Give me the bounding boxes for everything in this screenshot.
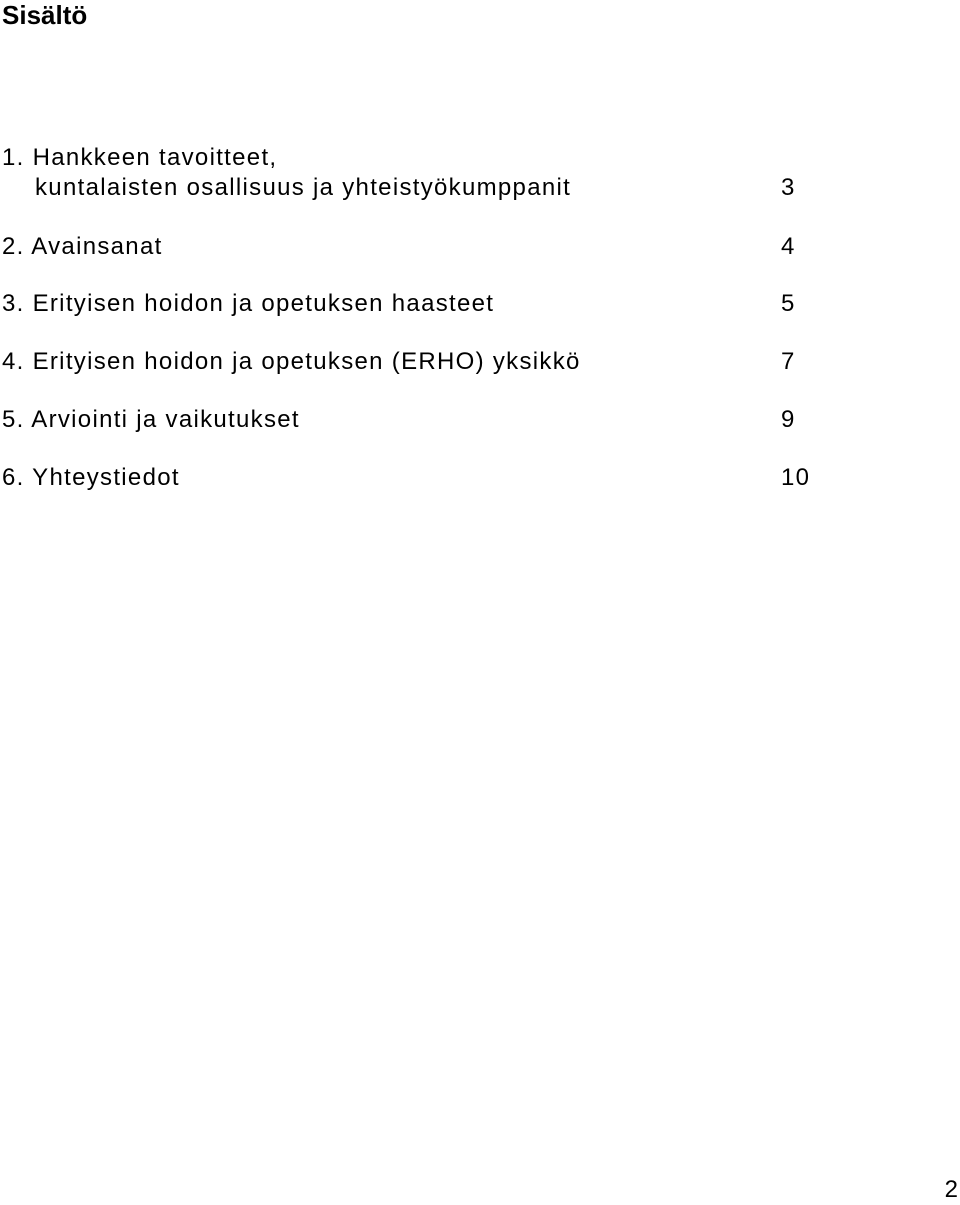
toc-entry-6: [0, 463, 960, 493]
page-title: Sisältö: [2, 0, 88, 30]
toc-entry-text: 3. Erityisen hoidon ja opetuksen haasteet: [2, 290, 495, 317]
toc-entry-page: 3: [781, 174, 796, 201]
toc-entry-page: 10: [781, 464, 811, 491]
toc-entry-2: [0, 232, 960, 262]
toc-entry-text: 2. Avainsanat: [2, 233, 163, 260]
toc-entry-text: kuntalaisten osallisuus ja yhteistyökumppanit: [35, 174, 572, 201]
toc-entry-3: [0, 289, 960, 319]
toc-entry-page: 4: [781, 233, 796, 260]
toc-entry-page: 7: [781, 348, 796, 375]
toc-entry-text: 6. Yhteystiedot: [2, 464, 180, 491]
page-number: 2: [944, 1176, 958, 1203]
toc-entry-page: 9: [781, 406, 796, 433]
toc-entry-text: 5. Arviointi ja vaikutukset: [2, 406, 300, 433]
toc-entry-1-line-1: [0, 143, 960, 173]
toc-entry-page: 5: [781, 290, 796, 317]
toc-entry-text: 4. Erityisen hoidon ja opetuksen (ERHO) yksikkö: [2, 348, 581, 375]
toc-entry-4: [0, 347, 960, 377]
toc-entry-5: [0, 405, 960, 435]
toc-entry-1-line-2: [0, 173, 960, 203]
toc-entry-text: 1. Hankkeen tavoitteet,: [2, 144, 278, 171]
